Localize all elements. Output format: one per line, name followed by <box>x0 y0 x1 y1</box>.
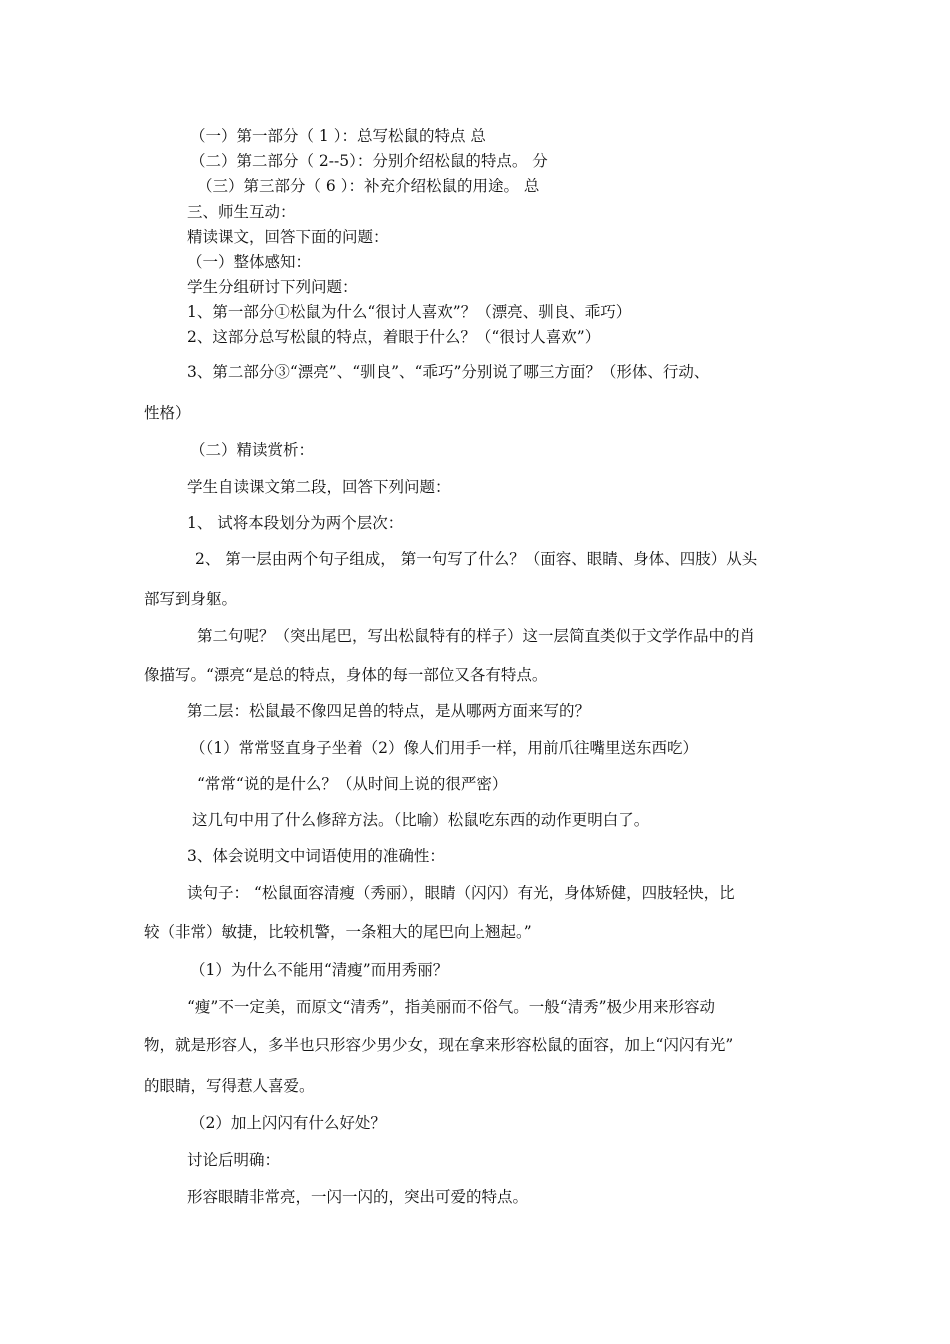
text-line: （二）精读赏析： <box>190 441 315 459</box>
text-line: 部写到身躯。 <box>144 590 238 608</box>
text-line: （一）整体感知： <box>187 253 312 271</box>
text-line: （三）第三部分（ 6 ）：补充介绍松鼠的用途。 总 <box>197 177 540 195</box>
text-line: 像描写。“漂亮“是总的特点，身体的每一部位又各有特点。 <box>144 666 548 684</box>
text-line: 讨论后明确： <box>187 1151 281 1169</box>
text-line: 性格） <box>144 404 191 422</box>
text-line: 这几句中用了什么修辞方法。（比喻）松鼠吃东西的动作更明白了。 <box>192 811 650 829</box>
text-line: （（1）常常竖直身子坐着（2）像人们用手一样，用前爪往嘴里送东西吃） <box>190 739 698 757</box>
text-line: 2、这部分总写松鼠的特点，着眼于什么？（“很讨人喜欢”） <box>187 328 601 346</box>
text-line: 3、第二部分③“漂亮”、“驯良”、“乖巧”分别说了哪三方面？（形体、行动、 <box>187 363 710 381</box>
text-line: （一）第一部分（ 1 ）：总写松鼠的特点 总 <box>190 127 486 145</box>
text-line: 物，就是形容人，多半也只形容少男少女，现在拿来形容松鼠的面容，加上“闪闪有光” <box>144 1036 734 1054</box>
text-line: 3、体会说明文中词语使用的准确性： <box>187 847 445 865</box>
text-line: （1）为什么不能用“清瘦”而用秀丽？ <box>190 961 449 979</box>
text-line: （2）加上闪闪有什么好处？ <box>190 1114 386 1132</box>
text-line: 三、师生互动： <box>187 203 296 221</box>
text-line: 的眼睛，写得惹人喜爱。 <box>144 1077 315 1095</box>
text-line: 第二层：松鼠最不像四足兽的特点，是从哪两方面来写的？ <box>187 702 591 720</box>
text-line: 较（非常）敏捷，比较机警，一条粗大的尾巴向上翘起。” <box>144 923 532 941</box>
text-line: 2、 第一层由两个句子组成， 第一句写了什么？（面容、眼睛、身体、四肢）从头 <box>195 550 758 568</box>
text-line: 1、 试将本段划分为两个层次： <box>187 514 404 532</box>
text-line: 精读课文，回答下面的问题： <box>187 228 389 246</box>
text-line: 学生分组研讨下列问题： <box>187 278 358 296</box>
text-line: 1、第一部分①松鼠为什么“很讨人喜欢”？（漂亮、驯良、乖巧） <box>187 303 632 321</box>
text-line: 形容眼睛非常亮，一闪一闪的，突出可爱的特点。 <box>187 1188 529 1206</box>
text-line: 第二句呢？（突出尾巴，写出松鼠特有的样子）这一层简直类似于文学作品中的肖 <box>197 627 756 645</box>
text-line: （二）第二部分（ 2--5）：分别介绍松鼠的特点。 分 <box>190 152 548 170</box>
text-line: “常常“说的是什么？（从时间上说的很严密） <box>197 775 508 793</box>
text-line: 读句子： “松鼠面容清瘦（秀丽），眼睛（闪闪）有光，身体矫健，四肢轻快，比 <box>187 884 735 902</box>
text-line: “瘦”不一定美，而原文“清秀”，指美丽而不俗气。一般“清秀”极少用来形容动 <box>187 998 716 1016</box>
text-line: 学生自读课文第二段，回答下列问题： <box>187 478 451 496</box>
